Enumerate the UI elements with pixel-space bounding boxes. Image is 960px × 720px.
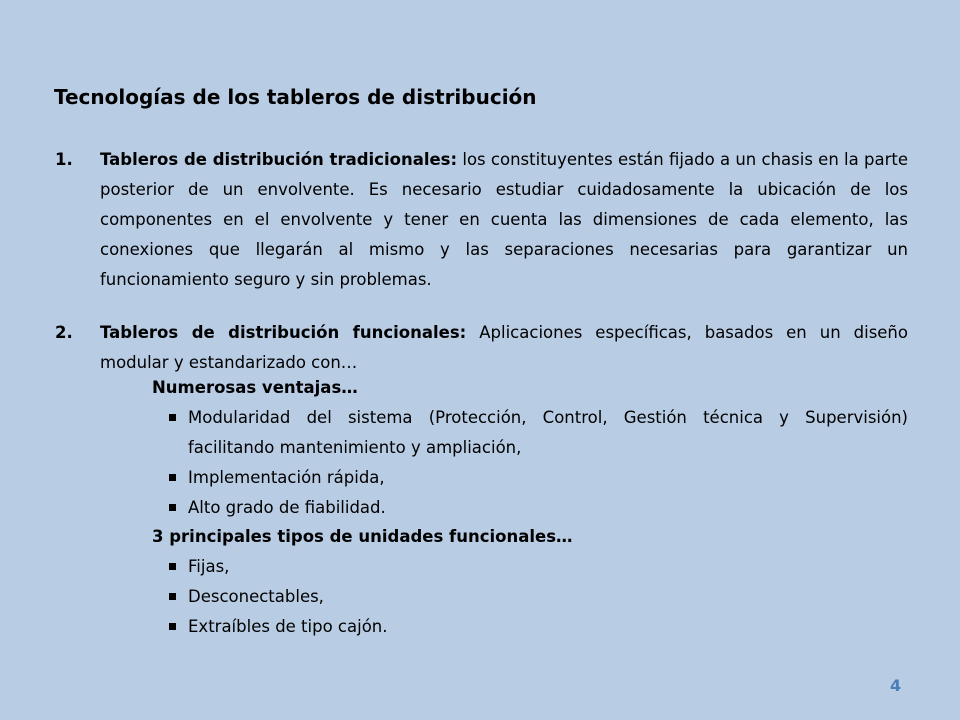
unit-types-list [152, 552, 908, 642]
item-paragraph [100, 318, 908, 378]
list-item: Alto grado de fiabilidad. [152, 493, 908, 523]
page-number: 4 [890, 676, 902, 695]
item-number: 1. [55, 150, 73, 169]
advantages-heading: Numerosas ventajas… [152, 378, 358, 397]
unit-types-heading: 3 principales tipos de unidades funcionales… [152, 527, 573, 546]
item-text: los constituyentes están fijado a un chasis en la parte posterior de un envolvente. Es necesario estudiar cuidadosamente la ubicación de los componentes en el envolvente y tener en cuenta las dimensiones de cada elemento, las conexiones que llegarán al mismo y las separaciones necesarias para garantizar un funcionamiento seguro y sin problemas. [100, 150, 908, 289]
unit-types-section [152, 522, 908, 642]
advantages-section [152, 373, 908, 523]
item-text: Aplicaciones específicas, basados en un diseño modular y estandarizado con… [100, 323, 908, 372]
numbered-item-2 [55, 318, 908, 378]
list-item: Extraíbles de tipo cajón. [152, 612, 908, 642]
item-number: 2. [55, 323, 73, 342]
list-item: Desconectables, [152, 582, 908, 612]
list-item: Modularidad del sistema (Protección, Control, Gestión técnica y Supervisión) facilitando mantenimiento y ampliación, [152, 403, 908, 463]
advantages-list [152, 403, 908, 523]
item-heading: Tableros de distribución tradicionales: [100, 150, 458, 169]
slide-title: Tecnologías de los tableros de distribución [54, 85, 537, 109]
numbered-item-1 [55, 145, 908, 295]
item-heading: Tableros de distribución funcionales: [100, 323, 467, 342]
list-item: Implementación rápida, [152, 463, 908, 493]
item-paragraph [100, 145, 908, 295]
list-item: Fijas, [152, 552, 908, 582]
